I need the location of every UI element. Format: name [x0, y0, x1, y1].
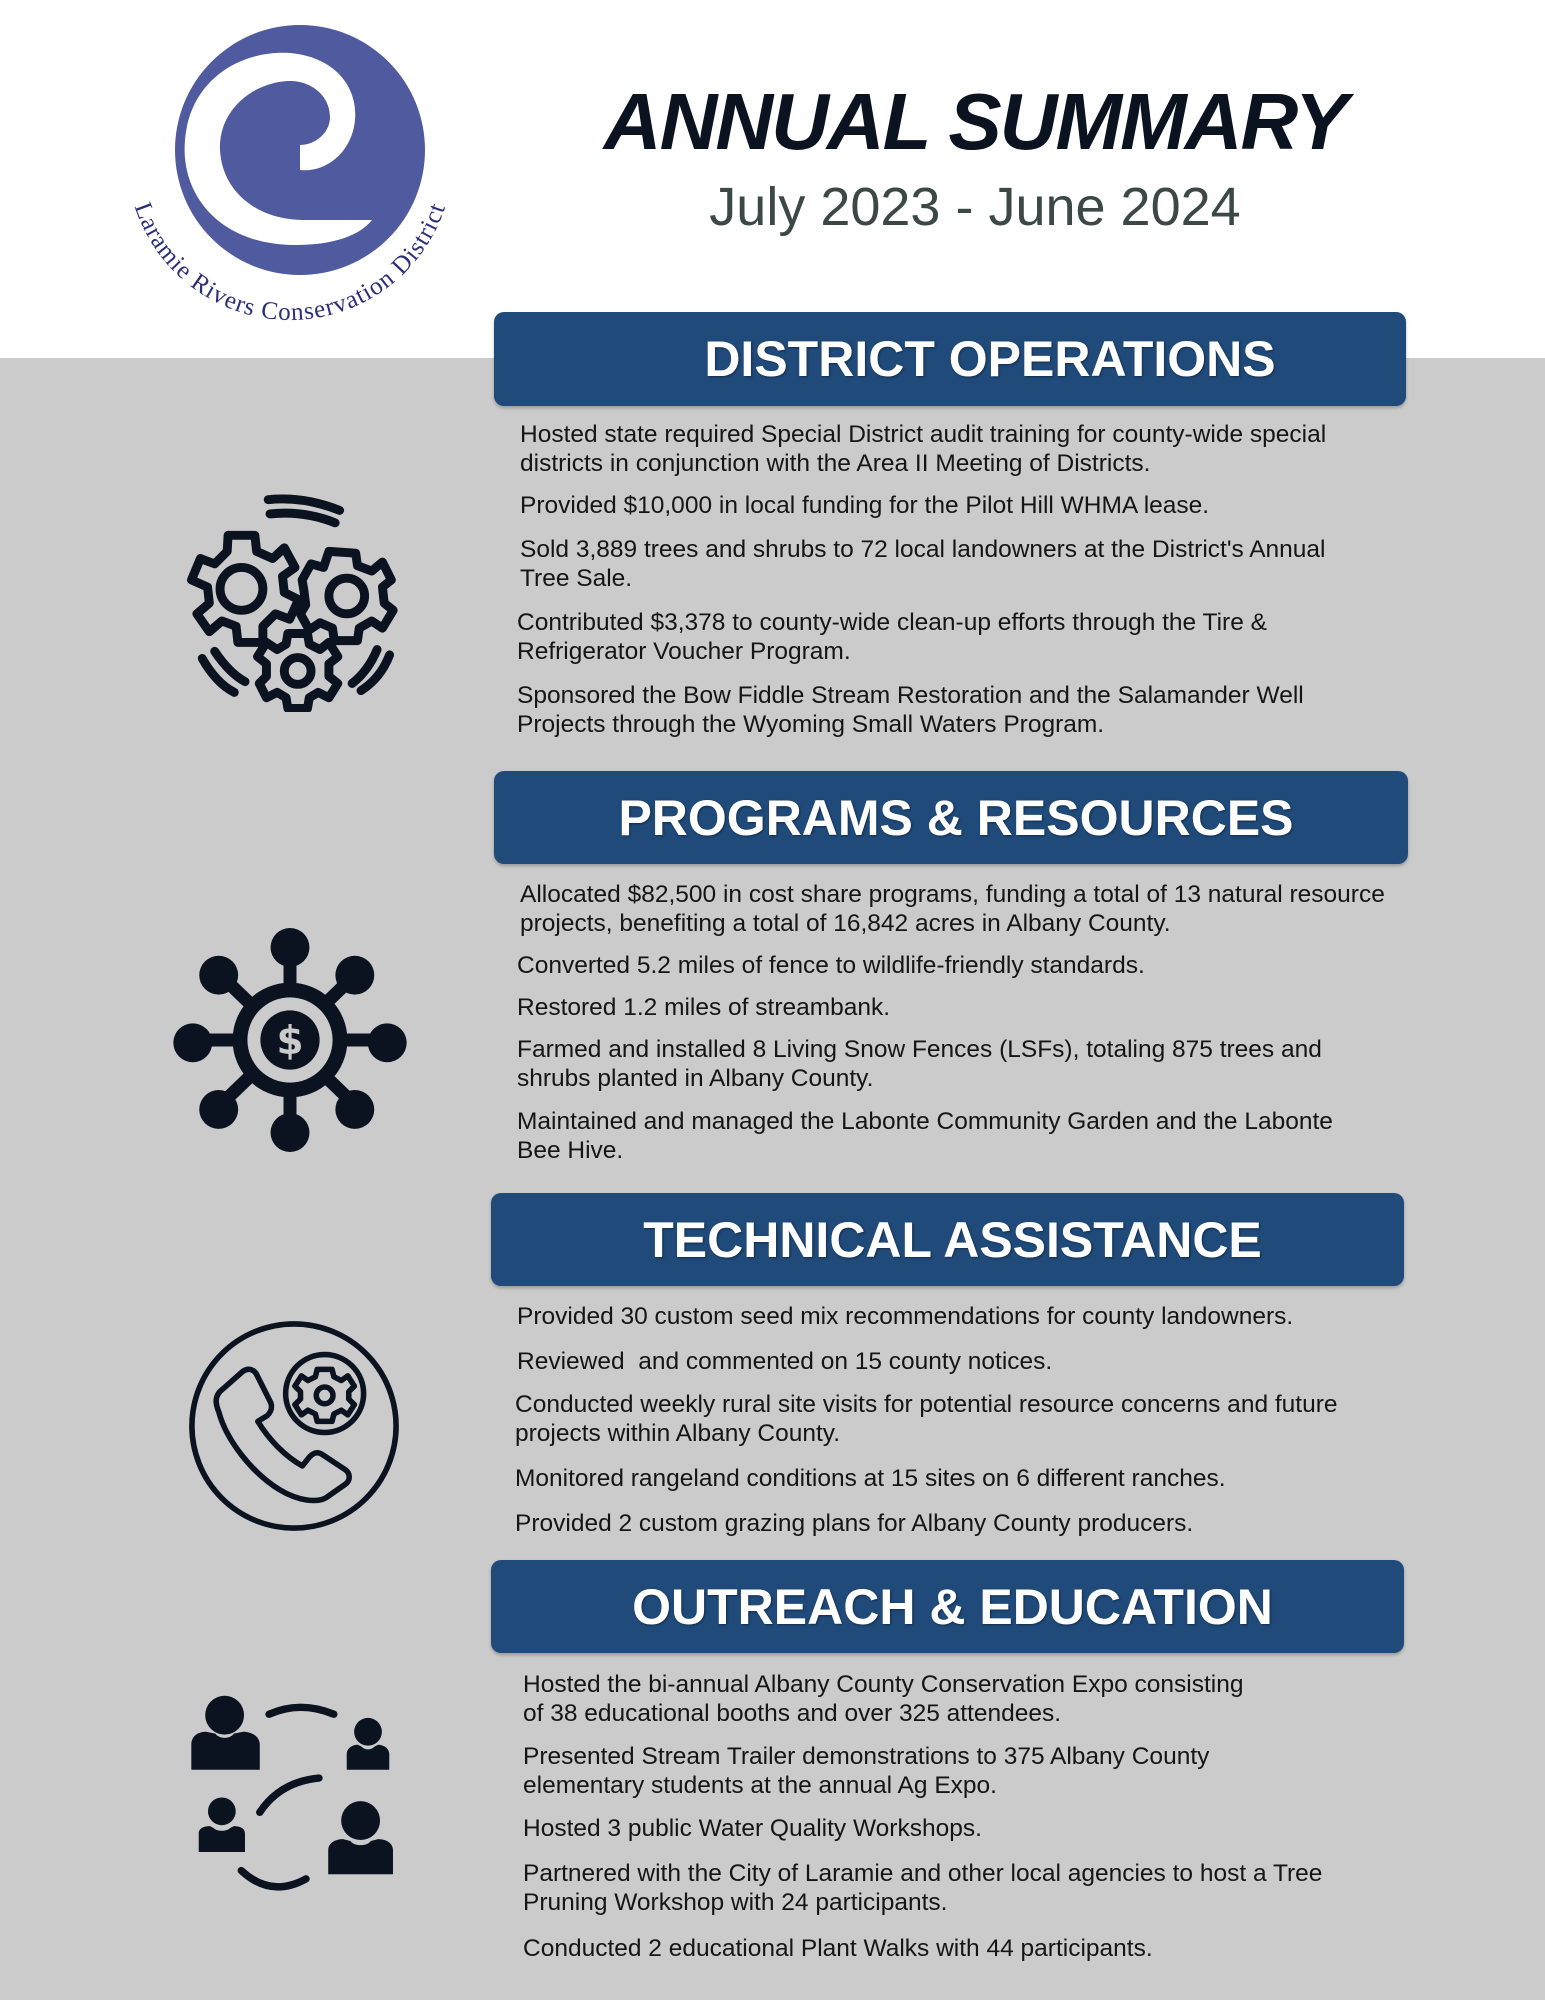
section-items-technical-assistance: [517, 1302, 1397, 1538]
section-items-district-operations: [517, 420, 1400, 739]
section-header-programs-resources: PROGRAMS & RESOURCES: [494, 771, 1408, 864]
list-item: Maintained and managed the Labonte Community Garden and the Labonte Bee Hive.: [517, 1108, 1333, 1164]
list-item: Provided 2 custom grazing plans for Albany County producers.: [515, 1510, 1194, 1537]
list-item: Sold 3,889 trees and shrubs to 72 local landowners at the District's Annual Tree Sale.: [520, 536, 1326, 592]
list-item: Hosted state required Special District audit training for county-wide special districts in conjunction with the Area II Meeting of Districts.: [520, 421, 1327, 477]
svg-text:Laramie Rivers Conservation Di: Laramie Rivers Conservation District: [128, 198, 452, 327]
list-item: Partnered with the City of Laramie and other local agencies to host a Tree Pruning Workshop with 24 participants.: [523, 1860, 1323, 1916]
section-header-district-operations: DISTRICT OPERATIONS: [494, 312, 1406, 406]
people-network-icon: [178, 1680, 410, 1902]
list-item: Contributed $3,378 to county-wide clean-up efforts through the Tire & Refrigerator Voucher Program.: [517, 609, 1267, 665]
reporting-period: July 2023 - June 2024: [709, 177, 1241, 237]
funding-network-icon: [165, 915, 415, 1165]
organization-logo: [110, 25, 470, 345]
list-item: Monitored rangeland conditions at 15 sites on 6 different ranches.: [515, 1465, 1226, 1492]
page-title: ANNUAL SUMMARY: [603, 77, 1347, 166]
list-item: Converted 5.2 miles of fence to wildlife-friendly standards.: [517, 952, 1145, 979]
gears-icon: [170, 480, 420, 712]
list-item: Hosted 3 public Water Quality Workshops.: [523, 1815, 982, 1842]
list-item: Provided $10,000 in local funding for the Pilot Hill WHMA lease.: [520, 492, 1210, 519]
list-item: Conducted weekly rural site visits for potential resource concerns and future projects within Albany County.: [515, 1391, 1338, 1447]
list-item: Conducted 2 educational Plant Walks with 44 participants.: [523, 1935, 1153, 1962]
section-header-technical-assistance: TECHNICAL ASSISTANCE: [491, 1193, 1404, 1286]
list-item: Presented Stream Trailer demonstrations to 375 Albany County elementary students at the annual Ag Expo.: [523, 1743, 1210, 1799]
list-item: Allocated $82,500 in cost share programs, funding a total of 13 natural resource projects, benefiting a total of 16,842 acres in Albany County.: [520, 881, 1385, 937]
section-items-programs-resources: [517, 880, 1400, 1165]
list-item: Sponsored the Bow Fiddle Stream Restoration and the Salamander Well Projects through the Wyoming Small Waters Program.: [517, 682, 1304, 738]
list-item: Restored 1.2 miles of streambank.: [517, 994, 891, 1021]
svg-text:$: $: [276, 1018, 304, 1064]
section-header-outreach-education: OUTREACH & EDUCATION: [491, 1560, 1404, 1653]
phone-support-icon: [178, 1310, 410, 1542]
list-item: Provided 30 custom seed mix recommendations for county landowners.: [517, 1303, 1294, 1330]
list-item: Reviewed and commented on 15 county notices.: [517, 1348, 1053, 1375]
list-item: Hosted the bi-annual Albany County Conservation Expo consisting of 38 educational booths and over 325 attendees.: [523, 1671, 1244, 1727]
list-item: Farmed and installed 8 Living Snow Fences (LSFs), totaling 875 trees and shrubs planted in Albany County.: [517, 1036, 1322, 1092]
section-items-outreach-education: [523, 1670, 1403, 1963]
